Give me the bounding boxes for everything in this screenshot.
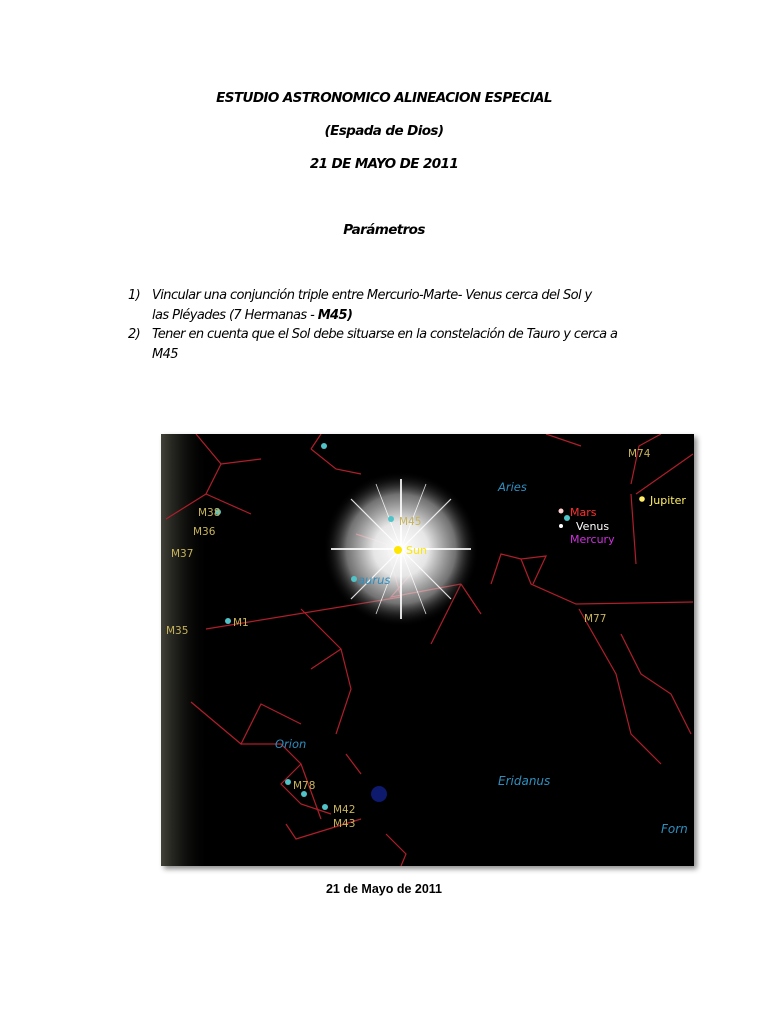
m38-label: M38 [198, 507, 221, 519]
jupiter-marker [639, 496, 645, 502]
parameter-line: M45 [152, 346, 178, 362]
taurus-label: aurus [358, 573, 391, 587]
parameter-item-1 [128, 286, 668, 325]
sun-label: Sun [406, 544, 427, 557]
parameter-item-2 [128, 325, 668, 364]
parameter-number: 2) [128, 327, 141, 342]
sun-marker [394, 546, 402, 554]
venus-label: Venus [576, 520, 610, 533]
m37-label: M37 [171, 548, 194, 560]
parameter-text [152, 325, 617, 364]
sky-map-image [161, 434, 694, 866]
m1-label: M1 [233, 617, 249, 629]
eridanus-label: Eridanus [498, 774, 551, 788]
m35-label: M35 [166, 625, 189, 637]
parameter-line: las Pléyades (7 Hermanas - [152, 307, 318, 323]
fornax-label: Forn [661, 822, 688, 836]
pleiades-code: M45) [317, 307, 353, 323]
mars-label: Mars [570, 506, 597, 519]
document-title: ESTUDIO ASTRONOMICO ALINEACION ESPECIAL [216, 90, 552, 106]
m42-label: M42 [333, 804, 356, 816]
parameter-line: Tener en cuenta que el Sol debe situarse en la constelación de Tauro y cerca a [152, 327, 618, 342]
parameter-number: 1) [128, 288, 141, 303]
m74-label: M74 [628, 448, 651, 460]
document-date: 21 DE MAYO DE 2011 [309, 156, 459, 172]
aries-label: Aries [498, 480, 527, 494]
parameter-text [152, 286, 592, 325]
venus-marker [559, 524, 563, 528]
m45-label: M45 [399, 516, 422, 528]
orion-label: Orion [275, 737, 307, 751]
milky-way [161, 434, 209, 866]
m78-label: M78 [293, 780, 316, 792]
mercury-label: Mercury [570, 533, 615, 546]
mars-marker [559, 509, 564, 514]
blue-object [371, 786, 387, 802]
image-caption: 21 de Mayo de 2011 [325, 882, 443, 896]
m43-label: M43 [333, 818, 356, 830]
jupiter-label: Jupiter [650, 494, 686, 507]
document-subtitle: (Espada de Dios) [324, 123, 444, 139]
parameters-list [128, 286, 668, 364]
sky-map-svg [161, 434, 694, 866]
parameter-line: Vincular una conjunción triple entre Mercurio-Marte- Venus cerca del Sol y [152, 288, 592, 303]
m77-label: M77 [584, 613, 607, 625]
section-heading: Parámetros [343, 222, 425, 238]
m36-label: M36 [193, 526, 216, 538]
